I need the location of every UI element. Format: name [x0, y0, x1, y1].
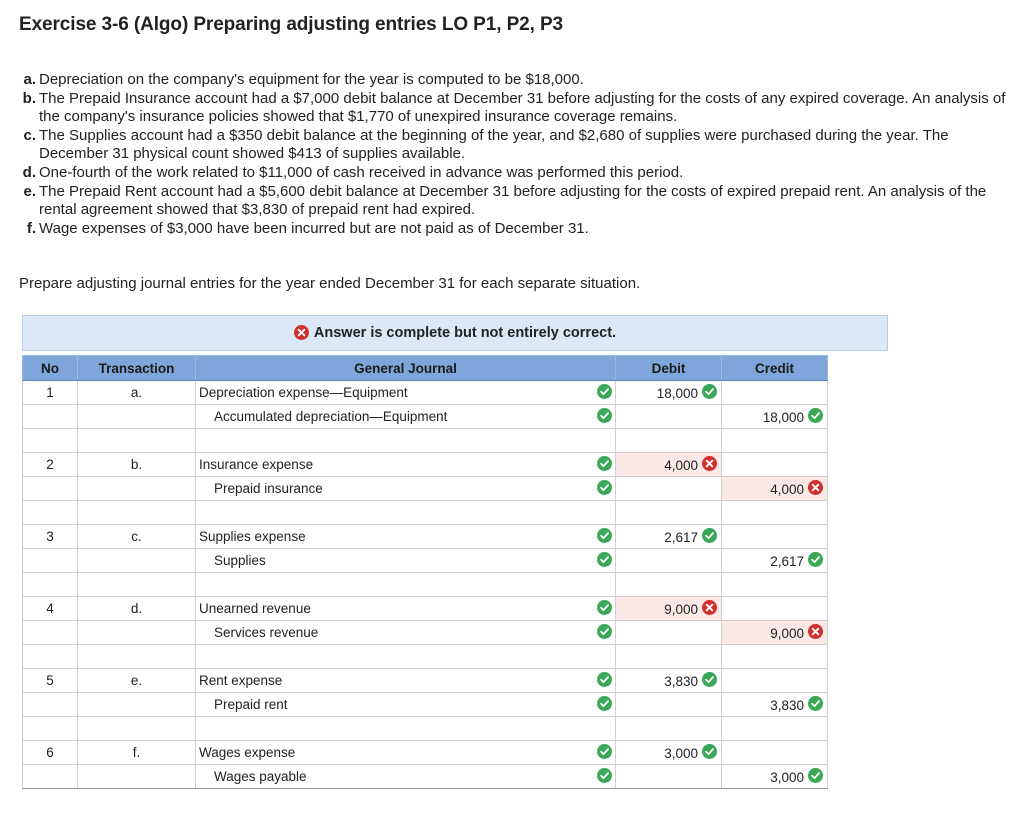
journal-debit-row [23, 453, 828, 477]
problem-letter: c. [23, 126, 36, 144]
debit-amount-field[interactable] [616, 405, 722, 429]
debit-amount-value: 18,000 [656, 385, 699, 401]
check-icon [597, 696, 612, 711]
account-status-cell [594, 597, 616, 621]
entry-number [23, 453, 78, 477]
journal-debit-row [23, 597, 828, 621]
journal-debit-row [23, 381, 828, 405]
account-field[interactable] [196, 573, 594, 597]
debit-account-name: Rent expense [199, 673, 283, 688]
transaction-cell [78, 549, 196, 573]
problem-list [19, 71, 1009, 238]
transaction-label: f. [132, 745, 141, 760]
journal-credit-row [23, 477, 828, 501]
check-icon [808, 768, 823, 783]
error-icon [702, 456, 717, 471]
problem-text: One-fourth of the work related to $11,000 of cash received in advance was performed this period. [39, 163, 684, 181]
check-icon [702, 672, 717, 687]
debit-amount-field[interactable] [616, 477, 722, 501]
entry-number [23, 477, 78, 501]
credit-amount-value: 3,000 [770, 769, 805, 785]
journal-blank-row [23, 501, 828, 525]
account-status-cell [594, 429, 616, 453]
entry-number-text: 5 [46, 673, 54, 688]
problem-text: Depreciation on the company's equipment for the year is computed to be $18,000. [39, 71, 584, 88]
transaction-cell [78, 645, 196, 669]
debit-account-field[interactable] [196, 525, 594, 549]
credit-account-name: Prepaid rent [214, 697, 288, 712]
debit-account-field[interactable] [196, 381, 594, 405]
entry-number [23, 429, 78, 453]
debit-amount-field[interactable] [616, 717, 722, 741]
transaction-cell [78, 741, 196, 765]
debit-amount-field[interactable] [616, 549, 722, 573]
debit-account-name: Wages expense [199, 745, 296, 760]
journal-debit-row [23, 669, 828, 693]
check-icon [808, 552, 823, 567]
entry-number [23, 765, 78, 789]
transaction-cell [78, 429, 196, 453]
check-icon [597, 672, 612, 687]
header-general-journal: General Journal [196, 356, 616, 381]
account-status-cell [594, 669, 616, 693]
debit-amount-field[interactable] [616, 501, 722, 525]
credit-account-name: Services revenue [214, 625, 319, 640]
problem-item-c [19, 127, 1009, 164]
account-status-cell [594, 693, 616, 717]
journal-credit-row [23, 405, 828, 429]
debit-account-field[interactable] [196, 597, 594, 621]
credit-amount-field[interactable] [722, 621, 828, 645]
credit-account-field[interactable] [196, 621, 594, 645]
error-icon [808, 480, 823, 495]
transaction-cell [78, 573, 196, 597]
debit-amount-value: 3,000 [664, 745, 699, 761]
transaction-cell [78, 765, 196, 789]
credit-amount-field[interactable] [722, 717, 828, 741]
transaction-label: d. [130, 601, 143, 616]
credit-amount-field[interactable] [722, 693, 828, 717]
debit-amount-value: 9,000 [664, 601, 699, 617]
check-icon [597, 552, 612, 567]
transaction-cell [78, 669, 196, 693]
entry-number-text: 1 [46, 385, 54, 400]
transaction-cell [78, 693, 196, 717]
debit-account-name: Depreciation expense—Equipment [199, 385, 408, 400]
credit-amount-field[interactable] [722, 477, 828, 501]
check-icon [597, 744, 612, 759]
check-icon [597, 768, 612, 783]
account-status-cell [594, 765, 616, 789]
banner-text: Answer is complete but not entirely correct. [313, 325, 617, 341]
journal-blank-row [23, 429, 828, 453]
transaction-cell [78, 717, 196, 741]
header-credit: Credit [722, 356, 828, 381]
journal-credit-row [23, 693, 828, 717]
debit-amount-value: 2,617 [664, 529, 699, 545]
entry-number-text: 3 [46, 529, 54, 544]
check-icon [597, 480, 612, 495]
account-status-cell [594, 501, 616, 525]
problem-item-a [19, 71, 1009, 90]
check-icon [808, 408, 823, 423]
debit-amount-field[interactable] [616, 765, 722, 789]
credit-amount-field[interactable] [722, 405, 828, 429]
debit-account-name: Insurance expense [199, 457, 314, 472]
header-no: No [23, 356, 78, 381]
check-icon [597, 456, 612, 471]
problem-letter: a. [23, 71, 36, 88]
transaction-cell [78, 597, 196, 621]
problem-text: The Prepaid Insurance account had a $7,000 debit balance at December 31 before adjusting for the costs of any expired coverage. An analysis of the company's insurance policies showed that $1,770 of unexpired insurance coverage remains. [39, 89, 1006, 126]
journal-debit-row [23, 525, 828, 549]
credit-amount-field[interactable] [722, 429, 828, 453]
credit-amount-field[interactable] [722, 525, 828, 549]
problem-text: Wage expenses of $3,000 have been incurred but are not paid as of December 31. [39, 219, 589, 237]
problem-letter: f. [26, 219, 36, 237]
entry-number [23, 741, 78, 765]
journal-blank-row [23, 573, 828, 597]
transaction-cell [78, 501, 196, 525]
debit-account-name: Supplies expense [199, 529, 306, 544]
account-status-cell [594, 717, 616, 741]
account-field[interactable] [196, 429, 594, 453]
account-field[interactable] [196, 501, 594, 525]
account-status-cell [594, 645, 616, 669]
journal-table [22, 355, 828, 789]
credit-amount-field[interactable] [722, 765, 828, 789]
entry-number [23, 717, 78, 741]
credit-account-name: Supplies [214, 553, 266, 568]
credit-amount-value: 2,617 [770, 553, 805, 569]
transaction-cell [78, 453, 196, 477]
credit-amount-value: 18,000 [762, 409, 805, 425]
account-status-cell [594, 741, 616, 765]
credit-amount-field[interactable] [722, 549, 828, 573]
debit-account-field[interactable] [196, 669, 594, 693]
problem-item-d [19, 164, 1009, 183]
entry-number-text: 2 [46, 457, 54, 472]
entry-number [23, 549, 78, 573]
journal-debit-row [23, 741, 828, 765]
credit-amount-field[interactable] [722, 573, 828, 597]
debit-amount-field[interactable] [616, 381, 722, 405]
account-status-cell [594, 621, 616, 645]
account-status-cell [594, 573, 616, 597]
debit-amount-field[interactable] [616, 645, 722, 669]
debit-amount-value: 4,000 [664, 457, 699, 473]
credit-amount-field[interactable] [722, 381, 828, 405]
entry-number [23, 669, 78, 693]
entry-number [23, 381, 78, 405]
entry-number [23, 501, 78, 525]
credit-amount-field[interactable] [722, 597, 828, 621]
exercise-title: Exercise 3-6 (Algo) Preparing adjusting entries LO P1, P2, P3 [19, 14, 564, 35]
entry-number-text: 4 [46, 601, 54, 616]
check-icon [597, 408, 612, 423]
credit-amount-value: 4,000 [770, 481, 805, 497]
transaction-label: b. [130, 457, 143, 472]
debit-account-field[interactable] [196, 741, 594, 765]
header-transaction: Transaction [78, 356, 196, 381]
entry-number [23, 621, 78, 645]
entry-number [23, 693, 78, 717]
credit-account-field[interactable] [196, 405, 594, 429]
transaction-label: e. [130, 673, 143, 688]
problem-item-b [19, 90, 1009, 127]
credit-account-field[interactable] [196, 477, 594, 501]
account-field[interactable] [196, 717, 594, 741]
check-icon [597, 384, 612, 399]
account-status-cell [594, 405, 616, 429]
error-icon [702, 600, 717, 615]
problem-letter: b. [22, 89, 36, 107]
problem-item-e [19, 183, 1009, 220]
transaction-cell [78, 405, 196, 429]
credit-amount-value: 9,000 [770, 625, 805, 641]
debit-amount-field[interactable] [616, 573, 722, 597]
transaction-label: c. [131, 529, 142, 544]
error-icon [808, 624, 823, 639]
journal-blank-row [23, 717, 828, 741]
debit-amount-field[interactable] [616, 453, 722, 477]
entry-number-text: 6 [46, 745, 54, 760]
credit-account-name: Wages payable [214, 769, 307, 784]
credit-amount-value: 3,830 [770, 697, 805, 713]
journal-credit-row [23, 765, 828, 789]
check-icon [597, 624, 612, 639]
instruction-text: Prepare adjusting journal entries for the year ended December 31 for each separate situation. [19, 275, 641, 292]
debit-account-name: Unearned revenue [199, 601, 311, 616]
credit-amount-field[interactable] [722, 645, 828, 669]
credit-amount-field[interactable] [722, 501, 828, 525]
debit-amount-field[interactable] [616, 669, 722, 693]
check-icon [808, 696, 823, 711]
entry-number [23, 405, 78, 429]
transaction-cell [78, 525, 196, 549]
entry-number [23, 597, 78, 621]
debit-amount-field[interactable] [616, 621, 722, 645]
header-debit: Debit [616, 356, 722, 381]
transaction-label: a. [130, 385, 143, 400]
check-icon [597, 528, 612, 543]
account-status-cell [594, 453, 616, 477]
account-field[interactable] [196, 645, 594, 669]
table-header-row [23, 356, 828, 381]
check-icon [597, 600, 612, 615]
debit-account-field[interactable] [196, 453, 594, 477]
credit-account-field[interactable] [196, 549, 594, 573]
transaction-cell [78, 477, 196, 501]
credit-account-field[interactable] [196, 765, 594, 789]
debit-amount-value: 3,830 [664, 673, 699, 689]
answer-status-banner [22, 315, 888, 351]
journal-blank-row [23, 645, 828, 669]
problem-letter: e. [23, 182, 36, 200]
account-status-cell [594, 549, 616, 573]
account-status-cell [594, 381, 616, 405]
check-icon [702, 744, 717, 759]
problem-item-f [19, 220, 1009, 239]
error-icon [294, 325, 309, 340]
problem-text: The Supplies account had a $350 debit balance at the beginning of the year, and $2,680 of supplies were purchased during the year. The December 31 physical count showed $413 of supplies available. [39, 126, 949, 163]
problem-letter: d. [22, 163, 36, 181]
debit-amount-field[interactable] [616, 429, 722, 453]
credit-account-field[interactable] [196, 693, 594, 717]
account-status-cell [594, 525, 616, 549]
entry-number [23, 525, 78, 549]
check-icon [702, 528, 717, 543]
debit-amount-field[interactable] [616, 597, 722, 621]
credit-amount-field[interactable] [722, 669, 828, 693]
check-icon [702, 384, 717, 399]
credit-amount-field[interactable] [722, 453, 828, 477]
transaction-cell [78, 621, 196, 645]
transaction-cell [78, 381, 196, 405]
credit-amount-field[interactable] [722, 741, 828, 765]
debit-amount-field[interactable] [616, 693, 722, 717]
problem-text: The Prepaid Rent account had a $5,600 debit balance at December 31 before adjusting for the costs of expired prepaid rent. An analysis of the rental agreement showed that $3,830 of prepaid rent had expired. [39, 182, 987, 219]
entry-number [23, 573, 78, 597]
credit-account-name: Prepaid insurance [214, 481, 323, 496]
account-status-cell [594, 477, 616, 501]
journal-credit-row [23, 621, 828, 645]
journal-credit-row [23, 549, 828, 573]
entry-number [23, 645, 78, 669]
debit-amount-field[interactable] [616, 741, 722, 765]
credit-account-name: Accumulated depreciation—Equipment [214, 409, 448, 424]
debit-amount-field[interactable] [616, 525, 722, 549]
